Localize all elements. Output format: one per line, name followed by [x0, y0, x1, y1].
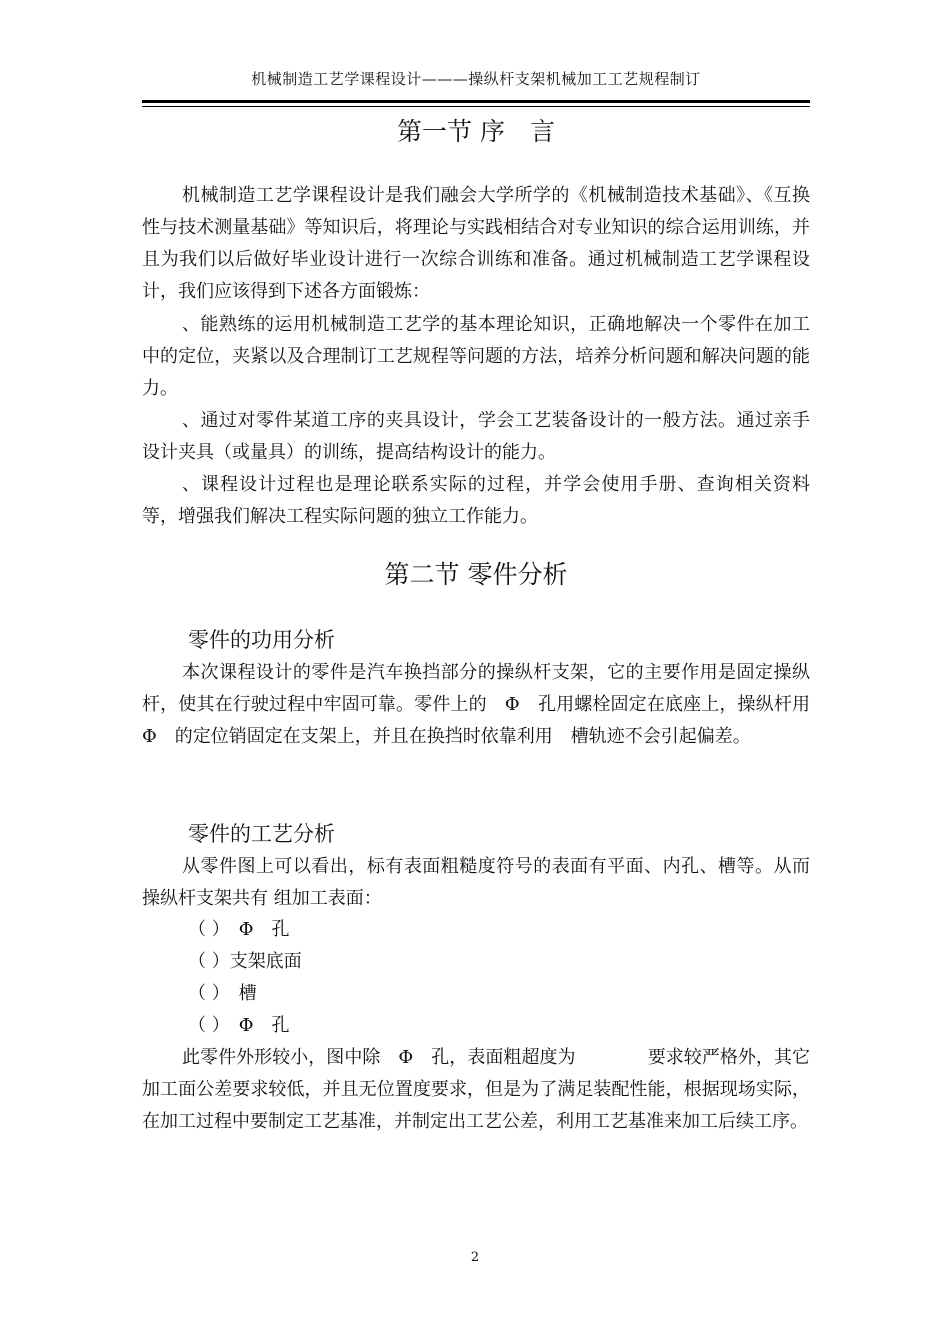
header-rule: [142, 100, 810, 103]
function-analysis-title: 零件的功用分析: [188, 628, 335, 652]
page-header: 机械制造工艺学课程设计———操纵杆支架机械加工工艺规程制订: [251, 70, 701, 88]
page-number: 2: [470, 1250, 480, 1265]
intro-paragraph: 机械制造工艺学课程设计是我们融会大学所学的《机械制造技术基础》、《互换性与技术测量基础》等知识后，将理论与实践相结合对专业知识的综合运用训练，并且为我们以后做好毕业设计进行一次综合训练和准备。通过机械制造工艺学课程设计，我们应该得到下述各方面锻炼：: [142, 185, 810, 302]
point-3-paragraph: 、课程设计过程也是理论联系实际的过程，并学会使用手册、查询相关资料等，增强我们解决工程实际问题的独立工作能力。: [142, 474, 810, 527]
header-rule-thin: [142, 106, 810, 107]
process-intro-paragraph: 从零件图上可以看出，标有表面粗糙度符号的表面有平面、内孔、槽等。从而操纵杆支架共有 组加工表面：: [142, 856, 810, 909]
point-2-paragraph: 、通过对零件某道工序的夹具设计，学会工艺装备设计的一般方法。通过亲手设计夹具（或量具）的训练，提高结构设计的能力。: [142, 410, 810, 463]
surface-item-4: （ ） Φ 孔: [188, 1015, 290, 1036]
surface-item-1: （ ） Φ 孔: [188, 919, 290, 940]
section-1-title: 第一节 序 言: [397, 117, 555, 146]
process-detail-paragraph: 此零件外形较小，图中除 Φ 孔，表面粗超度为 要求较严格外，其它加工面公差要求较低，并且无位置度要求，但是为了满足装配性能，根据现场实际，在加工过程中要制定工艺基准，并制定出工艺公差，利用工艺基准来加工后续工序。: [142, 1047, 810, 1132]
process-analysis-title: 零件的工艺分析: [188, 822, 335, 846]
function-analysis-paragraph: 本次课程设计的零件是汽车换挡部分的操纵杆支架，它的主要作用是固定操纵杆，使其在行驶过程中牢固可靠。零件上的 Φ 孔用螺栓固定在底座上，操纵杆用Φ 的定位销固定在支架上，并且在换挡时依靠利用 槽轨迹不会引起偏差。: [142, 662, 810, 747]
section-2-title: 第二节 零件分析: [384, 560, 568, 589]
point-1-paragraph: 、能熟练的运用机械制造工艺学的基本理论知识，正确地解决一个零件在加工中的定位，夹紧以及合理制订工艺规程等问题的方法，培养分析问题和解决问题的能力。: [142, 314, 810, 399]
surface-item-3: （ ） 槽: [188, 983, 257, 1004]
surface-item-2: （ ）支架底面: [188, 951, 302, 972]
